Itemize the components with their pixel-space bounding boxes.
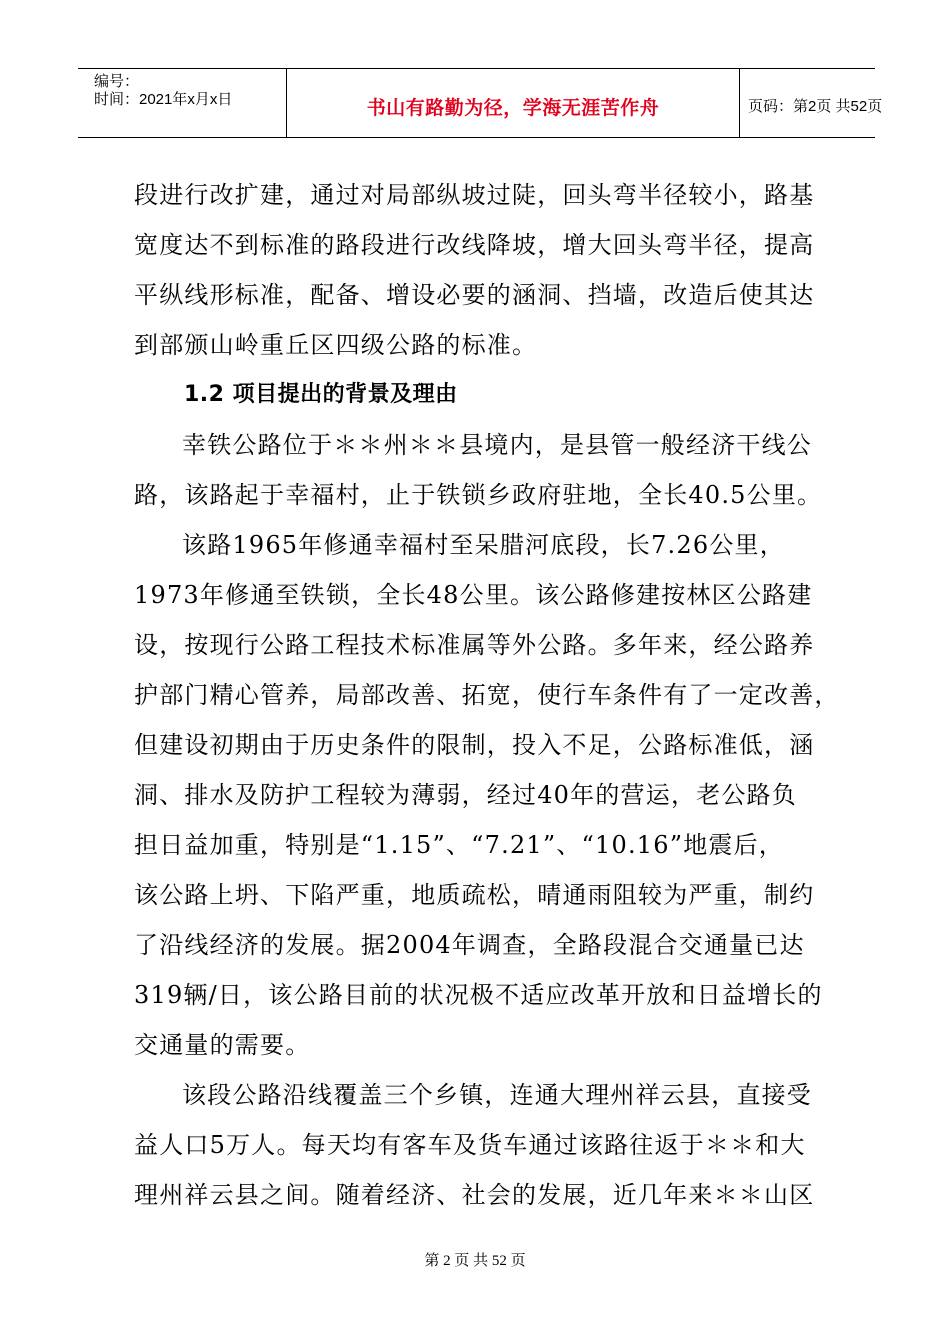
section-heading: 1.2 项目提出的背景及理由 — [184, 382, 458, 407]
text-line: 319辆/日，该公路目前的状况极不适应改革开放和日益增长的 — [134, 981, 823, 1009]
page-footer: 第 2 页 共 52 页 — [424, 1253, 526, 1269]
text-line: 宽度达不到标准的路段进行改线降坡，增大回头弯半径，提高 — [134, 231, 815, 259]
text-line: 该公路上坍、下陷严重，地质疏松，晴通雨阻较为严重，制约 — [134, 881, 815, 909]
text-line: 该段公路沿线覆盖三个乡镇，连通大理州祥云县，直接受 — [182, 1081, 812, 1109]
text-line: 益人口5万人。每天均有客车及货车通过该路往返于＊＊和大 — [134, 1131, 806, 1159]
text-line: 理州祥云县之间。随着经济、社会的发展，近几年来＊＊山区 — [134, 1181, 815, 1209]
text-line: 平纵线形标准，配备、增设必要的涵洞、挡墙，改造后使其达 — [134, 281, 815, 309]
text-line: 幸铁公路位于＊＊州＊＊县境内，是县管一般经济干线公 — [182, 431, 812, 459]
text-line: 担日益加重，特别是“1.15”、“7.21”、“10.16”地震后， — [134, 831, 784, 859]
text-line: 了沿线经济的发展。据2004年调查，全路段混合交通量已达 — [134, 931, 805, 959]
text-line: 洞、排水及防护工程较为薄弱，经过40年的营运，老公路负 — [134, 781, 797, 809]
header-meta-cell — [78, 69, 286, 137]
header-motto-cell — [286, 69, 740, 137]
header-page-cell — [740, 69, 883, 137]
document-header — [78, 68, 883, 138]
text-line: 该路1965年修通幸福村至呆腊河底段，长7.26公里， — [182, 531, 785, 559]
text-line: 段进行改扩建，通过对局部纵坡过陡，回头弯半径较小，路基 — [134, 181, 815, 209]
header-motto: 书山有路勤为径，学海无涯苦作舟 — [366, 97, 660, 119]
text-line: 路，该路起于幸福村，止于铁锁乡政府驻地，全长40.5公里。 — [134, 481, 823, 509]
text-line: 但建设初期由于历史条件的限制，投入不足，公路标准低，涵 — [134, 731, 815, 759]
header-page-info: 页码：第2页 共52页 — [748, 98, 883, 115]
document-number: 编号： — [94, 73, 140, 90]
text-line: 交通量的需要。 — [134, 1031, 311, 1059]
text-line: 护部门精心管养，局部改善、拓宽，使行车条件有了一定改善， — [134, 681, 840, 709]
document-date: 时间：2021年x月x日 — [94, 91, 233, 108]
text-line: 设，按现行公路工程技术标准属等外公路。多年来，经公路养 — [134, 631, 815, 659]
document-body — [134, 170, 840, 1220]
text-line: 1973年修通至铁锁，全长48公里。该公路修建按林区公路建 — [134, 581, 813, 609]
text-line: 到部颁山岭重丘区四级公路的标准。 — [134, 331, 538, 359]
